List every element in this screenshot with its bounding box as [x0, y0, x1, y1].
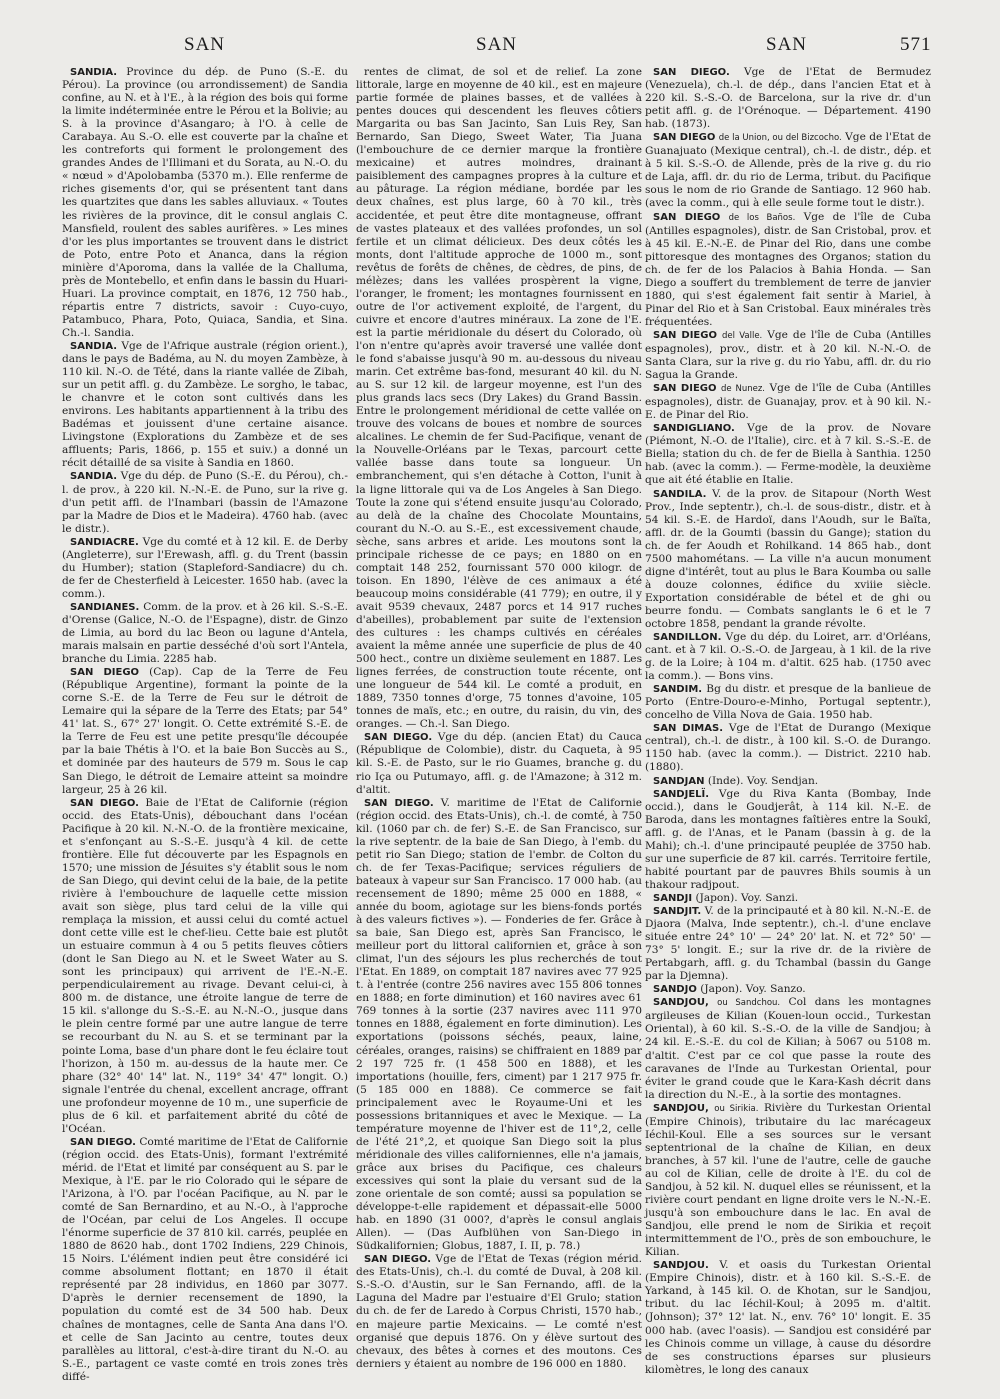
entry-headword: SAN DIEGO. — [70, 797, 139, 809]
dictionary-entry — [356, 1253, 642, 1370]
dictionary-entry — [62, 340, 348, 470]
dictionary-entry — [645, 211, 931, 329]
header-left: SAN — [184, 34, 226, 55]
dictionary-entry — [645, 905, 931, 983]
entry-text: (Cap). Cap de la Terre de Feu (République Argentine), formant la pointe de la corne S.-E. de la Terre de Feu sur le détroit de Lemaire qui la sépare de la Terre des Etats; par 54° 41' lat. S., 67° 27' longit. O. Cette extrémité S.-E. de la Terre de Feu est une petite presqu'île découpée par la baie Thétis à l'O. et la baie Bon Succès au S., et dominée par des hauteurs de 579 m. Sous le cap San Diego, le détroit de Lemaire atteint sa moindre largeur, 25 à 26 kil. — [62, 666, 349, 796]
dictionary-entry — [62, 797, 348, 1136]
dictionary-entry — [645, 631, 931, 683]
column-3 — [645, 66, 932, 1376]
entry-headword: SANDIA. — [70, 471, 118, 483]
entry-headword-qualifier: de la Union, ou del Bizcocho. — [718, 133, 842, 144]
entry-headword: SANDIA. — [70, 67, 118, 78]
entry-text: Comté maritime de l'Etat de Californie (région occid. des Etats-Unis), formant l'extrémité mérid. de l'Etat et limité par conséquent au S. par le Mexique, à l'E. par le rio Colorado qui le sépare de l'Arizona, à l'O. par l'océan Pacifique, au N. par le comté de San Bernardino, et au N.-O., à l'approche de l'Océan, par celui de Los Angeles. Il occupe l'énorme superficie de 37 810 kil. carrés, peuplée en 1880 de 8620 hab., dont 1702 Indiens, 229 Chinois, 15 Noirs. L'élément indien peut être considéré ici comme absolument flottant; en 1870 il était représenté par 28 individus, en 1860 par 3077. D'après le dernier recensement de 1890, la population du comté est de 34 500 hab. Deux chaînes de montagnes, celle de Santa Ana dans l'O. et celle de San Jacinto au centre, toutes deux parallèles au littoral, c'est-à-dire tirant du N.-O. au S.-E., partagent ce vaste comté en trois zones très diffé- — [62, 1135, 348, 1383]
entry-headword: SANDJELÏ. — [653, 788, 710, 800]
entry-headword-qualifier: del Valle. — [721, 330, 763, 341]
header-right: SAN — [766, 34, 808, 55]
page-number: 571 — [900, 34, 932, 55]
dictionary-entry — [356, 731, 642, 796]
dictionary-entry — [645, 131, 931, 210]
entry-text: Vge de l'île de Cuba (Antilles espagnoles), prov., distr. et à 20 kil. N.-N.-O. de Santa Clara, sur la rive g. du rio Yabu, affl. dr. du rio Sagua la Grande. — [645, 328, 932, 382]
entry-text: V. maritime de l'Etat de Californie (région occid. des Etats-Unis), ch.-l. de comté, à 750 kil. (1060 par ch. de fer) S.-E. de San Francisco, sur la rive septentr. de la baie de San Diego, à l'emb. du petit rio San Diego; station de l'embr. de Colton du ch. de fer Texas-Pacifique; services réguliers de bateaux à vapeur sur San Francisco. 17 000 hab. (au recensement de 1890; même 25 000 en 1888, « année du boom, agiotage sur les biens-fonds portés à des valeurs fictives »). — Fonderies de fer. Grâce à sa baie, San Diego est, après San Francisco, le meilleur port du littoral californien et, grâce à son climat, l'un des séjours les plus recherchés de tout l'Etat. En 1889, on comptait 187 navires avec 77 925 t. à l'entrée (contre 256 navires avec 155 806 tonnes en 1888; en forte diminution) et 160 navires avec 61 769 tonnes à la sortie (237 navires avec 111 970 tonnes en 1888, également en forte diminution). Les exportations (poissons séchés, peaux, laine, céréales, oranges, raisins) se chiffraient en 1889 par 2 197 725 fr. (1 458 500 en 1888), et les importations (houille, fers, ciment) par 1 217 975 fr. (5 185 000 en 1888). Ce commerce se fait principalement avec le Royaume-Uni et les possessions britanniques et avec le Mexique. — La température moyenne de l'hiver est de 11°,2, celle de l'été 21°,2, et quoique San Diego soit la plus méridionale des villes californiennes, elle n'a jamais, grâce aux brises du Pacifique, ces chaleurs excessives qui sont la plaie du versant sud de la zone orientale de son comté; aussi sa population se développe-t-elle rapidement et dépassait-elle 5000 hab. en 1890 (31 000?, d'après le consul anglais Allen). — (Das Aufblühen von San-Diego in Südkalifornien; Globus, 1887, I. II, p. 78.) — [356, 796, 642, 1253]
entry-headword: SANDJOU. — [653, 1260, 709, 1272]
entry-text: V. de la principauté et à 80 kil. N.-N.-E. de Djaora (Malva, Inde septentr.), ch.-l. d'une enclave située entre 24° 10' — 24° 20' lat. N. et 72° 50' — 73° 5' longit. E.; sur la rive dr. de la rivière de Pertabgarh, affl. g. du Tchambal (bassin du Gange par la Djemna). — [645, 905, 931, 983]
entry-text: Baie de l'Etat de Californie (région occid. des Etats-Unis), débouchant dans l'océan Pacifique à 20 kil. N.-N.-O. de la frontière mexicaine, et s'enfonçant au S.-S.-E. jusqu'à 4 kil. de cette frontière. Elle fut découverte par les Espagnols en 1570; une mission de Jésuites s'y établit sous le nom de San Diego, qui devint celui de la baie, de la petite rivière à l'embouchure de laquelle cette mission avait son siège, plus tard celui de la ville qui remplaça la mission, et aussi celui du comté actuel dont cette ville est le chef-lieu. Cette baie est plutôt un estuaire commun à 4 ou 5 petits fleuves côtiers (dont le San Diego au N. et le Sweet Water au S. sont les principaux) qui arrivent de l'E.-N.-E. perpendiculairement au rivage. Devant celui-ci, à 800 m. de distance, une étroite langue de terre de 15 kil. s'allonge du S.-S.-E. au N.-N.-O., jusque dans le plein centre formé par une autre langue de terre se recourbant du N. au S. et se terminant par la pointe Loma, base d'un phare dont le feu éclaire tout l'horizon, à 150 m. au-dessus de la haute mer. Ce phare (32° 40' 14" lat. N., 119° 34' 47" longit. O.) signale l'entrée du chenal, excellent ancrage, offrant une profondeur moyenne de 10 m., une superficie de plus de 6 kil. et parfaitement abrité du côté de l'Océan. — [62, 796, 348, 1135]
entry-headword: SANDIACRE. — [70, 536, 139, 548]
dictionary-entry — [645, 996, 931, 1101]
entry-text: rentes de climat, de sol et de relief. La zone littorale, large en moyenne de 40 kil., est en majeure partie formée de plaines basses, et de vallées à pentes douces qui descendent les fleuves côtiers Margarita ou bas San Jacinto, San Luis Rey, San Bernardo, San Diego, Sweet Water, Tia Juana (l'embouchure de ce dernier marque la frontière mexicaine) et autres moindres, drainant paisiblement des campagnes propres à la culture et au pâturage. La région médiane, bordée par les deux chaînes, est plus large, 60 à 70 kil., très accidentée, et peut être dite montagneuse, offrant de vastes plateaux et des vallées profondes, un sol fertile et un climat délicieux. Des deux côtés les monts, dont l'altitude approche de 1000 m., sont revêtus de forêts de chênes, de cèdres, de pins, de mélèzes; dans les vallées prospèrent la vigne, l'oranger, le froment; les montagnes fournissent en outre de l'or activement exploité, de l'argent, du cuivre et encore d'autres minéraux. La zone de l'E. est la partie méridionale du désert du Colorado, où l'on n'entre qu'après avoir traversé une vallée dont le fond s'abaisse jusqu'à 90 m. au-dessous du niveau marin. Cet extrême bas-fond, mesurant 40 kil. du N. au S. sur 12 kil. de largeur moyenne, est l'un des plus grands lacs secs (Dry Lakes) du Grand Bassin. Entre le prolongement méridional de cette vallée on trouve des volcans de boues et nombre de sources alcalines. Le chemin de fer Sud-Pacifique, venant de la Nouvelle-Orléans par le Texas, parcourt cette vallée basse dans toute sa longueur. Un embranchement, qui s'en détache à Cotton, l'unit à la ligne littorale qui va de Los Angeles à San Diego. Toute la zone qui s'étend ensuite jusqu'au Colorado, au delà de la chaîne des Chocolate Mountains, courant du N.-O. au S.-E., est excessivement chaude, sèche, sans arbres et aride. Les moutons sont la principale richesse de ce pays; en 1880 on en comptait 148 252, fournissant 570 000 kilogr. de toison. En 1890, l'élève de ces animaux a été beaucoup moins considérable (41 779); en outre, il y avait 9539 chevaux, 2487 porcs et 14 917 ruches d'abeilles), probablement par suite de l'extension des cultures : les champs cultivés en céréales avaient la même année une superficie de plus de 40 500 hect., contre un dixième seulement en 1887. Les lignes ferrées, de construction toute récente, ont une longueur de 544 kil. Le comté a produit, en 1889, 7350 tonnes d'orge, 75 tonnes d'avoine, 105 tonnes de maïs, etc.; en outre, du raisin, du vin, des oranges. — Ch.-l. San Diego. — [356, 66, 642, 731]
dictionary-entry — [356, 797, 642, 1254]
entry-text: Vge de la prov. de Novare (Piémont, N.-O. de l'Italie), circ. et à 7 kil. S.-S.-E. de Biella; station du ch. de fer de Biella à Santhia. 1250 hab. (avec la comm.). — Ferme-modèle, la deuxième que ait été établie en Italie. — [645, 422, 931, 487]
entry-headword: SANDIGLIANO. — [653, 423, 735, 435]
entry-headword: SANDJOU, — [653, 997, 709, 1009]
entry-headword: SAN DIEGO — [653, 383, 717, 395]
entry-text: Rivière du Turkestan Oriental (Empire Chinois), tributaire du lac marécageux Iéchil-Koul. Elle a ses sources sur le versant septentrional de la chaîne de Kilian, en deux branches, à 57 kil. l'une de l'autre, celle de gauche au col de Kilian, celle de droite à l'E. du col de Sandjou, à 52 kil. N. duquel elles se réunissent, et la rivière court pendant en ligne droite vers le N.-N.-E. jusqu'à son embouchure dans le lac. En aval de Sandjou, elle prend le nom de Sirikia et reçoit intermittemment de l'O., près de son embouchure, le Kilian. — [645, 1101, 931, 1259]
dictionary-entry — [62, 1136, 348, 1384]
dictionary-entry — [645, 983, 931, 996]
entry-headword: SAN DIEGO. — [364, 797, 434, 809]
entry-headword: SANDIANES. — [70, 601, 140, 613]
dictionary-entry — [645, 1102, 931, 1260]
entry-text: (Inde). Voy. Sendjan. — [707, 774, 819, 787]
entry-headword: SANDJO — [653, 984, 697, 996]
entry-text: Comm. de la prov. et à 26 kil. S.-S.-E. d'Orense (Galice, N.-O. de l'Espagne), distr. de Ginzo de Limia, au bord du lac Beon ou lagune d'Antela, marais malsain en partie desséché d'où sort l'Antela, branche du Limia. 2285 hab. — [62, 600, 349, 666]
entry-headword-qualifier: de los Baños. — [728, 212, 796, 223]
entry-headword: SANDIA. — [70, 340, 118, 352]
entry-headword: SAN DIEGO. — [70, 1136, 136, 1148]
entry-text: V. de la prov. de Sitapour (North West Prov., Inde septentr.), ch.-l. de sous-distr., distr. et à 54 kil. S.-E. de Hardoï, dans l'Aoudh, sur le Baïta, affl. dr. de la Goumti (bassin du Gange); station du ch. de fer Aoudh et Rohilkand. 14 865 hab., dont 7500 mahométans. — La ville n'a aucun monument digne d'intérêt, tout au plus le Bara Koumba ou salle à douze colonnes, édifice du xviiie siècle. Exportation considérable de bétel et de ghi ou beurre fondu. — Combats sanglants le 6 et le 7 octobre 1858, pendant la grande révolte. — [645, 487, 931, 630]
entry-headword: SAN DIMAS. — [653, 723, 723, 735]
entry-text: Vge de l'Etat de Texas (région mérid. des Etats-Unis), ch.-l. du comté de Duval, à 208 kil. S.-S.-O. d'Austin, sur le San Fernando, affl. de la Laguna del Madre par l'estuaire d'El Grulo; station du ch. de fer de Laredo à Corpus Christi, 1570 hab., en majeure partie Mexicains. — Le comté n'est organisé que depuis 1876. On y élève surtout des chevaux, des bêtes à cornes et des moutons. Ces derniers y étaient au nombre de 196 000 en 1880. — [356, 1253, 643, 1370]
entry-text: Vge de l'Etat de Durango (Mexique central), ch.-l. de distr., à 100 kil. S.-O. de Durango. 1150 hab. (avec la comm.). — District. 2210 hab. (1880). — [645, 722, 931, 774]
running-header — [0, 34, 1000, 64]
entry-headword: SANDJOU, — [653, 1102, 709, 1114]
dictionary-entry — [645, 382, 931, 422]
dictionary-entry — [62, 470, 348, 535]
dictionary-entry — [645, 329, 931, 382]
entry-headword: SANDILLON. — [653, 632, 722, 644]
dictionary-entry — [645, 422, 931, 487]
entry-text: Vge de l'Afrique australe (région orient.), dans le pays de Badéma, au N. du moyen Zambèze, à 110 kil. N.-O. de Tété, dans la riante vallée de Zibah, sur un petit affl. g. du Zambèze. Le sorgho, le tabac, le chanvre et le coton sont cultivés dans les environs. Les habitants appartiennent à la tribu des Badémas et jouissent d'une certaine aisance. Livingstone (Explorations du Zambèze et de ses affluents; Paris, 1866, p. 155 et suiv.) a donné un récit détaillé de sa visite à Sandia en 1860. — [62, 339, 349, 470]
dictionary-entry — [645, 66, 931, 131]
entry-text: Vge de l'Etat de Guanajuato (Mexique central), ch.-l. de distr., dép. et à 5 kil. S.-S.-O. de Allende, près de la rive g. du rio de Laja, affl. dr. du rio de Lerma, tribut. du Pacifique sous le nom de rio Grande de Santiago. 12 960 hab. (avec la comm., qui à elle seule forme tout le distr.). — [645, 131, 931, 210]
dictionary-entry — [645, 892, 931, 905]
dictionary-entry — [645, 788, 931, 892]
entry-headword: SAN DIEGO — [653, 132, 716, 144]
entry-headword: SANDJAN — [653, 775, 705, 787]
entry-headword-qualifier: de Nunez. — [721, 384, 766, 395]
entry-headword: SANDJI — [653, 892, 693, 904]
entry-text: Bg du distr. et presque de la banlieue de Porto (Entre-Douro-e-Minho, Portugal septentr.), concelho de Villa Nova de Gaia. 1950 hab. — [645, 683, 931, 722]
entry-headword: SANDIM. — [653, 684, 703, 696]
entry-headword: SAN DIEGO — [653, 329, 717, 341]
dictionary-entry — [645, 488, 931, 632]
entry-text: Vge de l'île de Cuba (Antilles espagnoles), distr. de Guanajay, prov. et à 90 kil. N.-E. de Pinar del Rio. — [645, 382, 931, 422]
entry-headword: SAN DIEGO. — [653, 67, 730, 78]
entry-text: V. et oasis du Turkestan Oriental (Empire Chinois), distr. et à 160 kil. S.-S.-E. de Yarkand, à 145 kil. O. de Khotan, sur le Sandjou, tribut. du lac Iéchil-Koul; à 2095 m. d'altit. (Johnson); 37° 12' lat. N., env. 76° 10' longit. E. 35 000 hab. (avec l'oasis). — Sandjou est considéré par les Chinois comme un village, à cause du désordre de ses constructions éparses sur plusieurs kilomètres, le long des canaux — [645, 1259, 931, 1376]
entry-text: Vge de l'île de Cuba (Antilles espagnoles), distr. de San Cristobal, prov. et à 45 kil. E.-N.-E. de Pinar del Rio, dans une combe pittoresque des montagnes des Organos; station du ch. de fer de los Palacios à Bahia Honda. — San Diego a souffert du tremblement de terre de janvier 1880, qui s'est également fait sentir à Mariel, à Pinar del Rio et à San Cristobal. Eaux minérales très fréquentées. — [645, 210, 931, 328]
entry-text: Province du dép. de Puno (S.-E. du Pérou). La province (ou arrondissement) de Sandia confine, au N. et à l'E., à la région des bois qui forme la limite indéterminée entre le Pérou et la Bolivie; au S. à la province d'Asangaro; à l'O. à celle de Carabaya. Au S.-O. elle est couverte par la chaîne et les contreforts qui forment le prolongement des grandes Andes de l'Illimani et du Sorata, au N.-O. du « nœud » d'Apolobamba (5370 m.). Elle renferme de riches gisements d'or, qui se présentent tant dans les quartzites que dans les sables alluviaux. « Toutes les rivières de la province, dit le consul anglais C. Mansfield, roulent des sables aurifères. » Les mines d'or les plus importantes se trouvent dans le district de Poto, entre Poto et Ananca, dans la région minière d'Aporoma, dans la vallée de la Challuma, près de Montebello, et enfin dans le bassin du Huari-Huari. La province comptait, en 1876, 12 750 hab., répartis entre 7 districts, savoir : Cuyo-cuyo, Patambuco, Phara, Poto, Quiaca, Sandia, et Sina. Ch.-l. Sandia. — [62, 66, 348, 339]
header-center: SAN — [476, 34, 518, 55]
entry-text: Col dans les montagnes argileuses de Kilian (Kouen-loun occid., Turkestan Oriental), à 60 kil. S.-S.-O. de la ville de Sandjou; à 24 kil. E.-S.-E. du col de Kilian; à 5067 ou 5108 m. d'altit. C'est par ce col que passe la route des caravanes de l'Inde au Turkestan Oriental, pour éviter le grand coude que le Kara-Kash décrit dans la direction du N.-E., à la sortie des montagnes. — [645, 996, 931, 1101]
entry-text: Vge du dép. (ancien Etat) du Cauca (République de Colombie), distr. du Caqueta, à 95 kil. S.-E. de Pasto, sur le rio Guames, branche g. du rio Iça ou Putumayo, affl. g. de l'Amazone; à 312 m. d'altit. — [356, 731, 642, 796]
entry-text: Vge du Riva Kanta (Bombay, Inde occid.), dans le Goudjerât, à 114 kil. N.-E. de Baroda, dans les montagnes faîtières entre la Soukî, affl. g. de l'Anas, et le Panam (bassin à g. de la Mahi); ch.-l. d'une principauté peuplée de 3750 hab. sur une superficie de 87 kil. carrés. Territoire fertile, habité pourtant par de pauvres Bhils soumis à un thakour radjpout. — [645, 787, 931, 891]
dictionary-entry — [645, 1259, 931, 1376]
entry-headword-qualifier: ou Sandchou. — [717, 998, 781, 1009]
dictionary-entry — [62, 601, 348, 666]
dictionary-entry — [62, 666, 348, 796]
entry-text: Vge de l'Etat de Bermudez (Venezuela), ch.-l. de dép., dans l'ancien Etat et à 220 kil. S.-S.-O. de Barcelona, sur la rive dr. d'un petit affl. g. de l'Orénoque. — Département. 4190 hab. (1873). — [645, 66, 932, 131]
dictionary-entry — [645, 683, 931, 722]
entry-text: Vge du dép. du Loiret, arr. d'Orléans, cant. et à 7 kil. O.-S.-O. de Jargeau, à 1 kil. de la rive g. de la Loire; à 104 m. d'altit. 625 hab. (1750 avec la comm.). — Bons vins. — [645, 631, 931, 683]
entry-text: (Japon). Voy. Sanzi. — [695, 891, 799, 904]
entry-headword: SAN DIEGO — [653, 211, 721, 223]
column-2 — [356, 66, 643, 1370]
dictionary-entry — [62, 536, 348, 601]
entry-headword: SAN DIEGO. — [364, 732, 433, 744]
entry-headword-qualifier: ou Sirikia. — [714, 1103, 759, 1114]
dictionary-entry — [356, 66, 642, 731]
dictionary-entry — [62, 66, 348, 340]
entry-headword: SANDJIT. — [653, 906, 702, 917]
dictionary-entry — [645, 722, 931, 774]
entry-text: Vge du comté et à 12 kil. E. de Derby (Angleterre), sur l'Erewash, affl. g. du Trent (bassin du Humber); station (Stapleford-Sandiacre) du ch. de fer de Chesterfield à Leicester. 1650 hab. (avec la comm.). — [62, 535, 348, 600]
entry-headword: SAN DIEGO — [70, 667, 140, 679]
entry-text: Vge du dép. de Puno (S.-E. du Pérou), ch.-l. de prov., à 220 kil. N.-N.-E. de Puno, sur la rive g. d'un petit affl. de l'Inambari (bassin de l'Amazone par la Madre de Dios et le Madeira). 4760 hab. (avec le distr.). — [62, 470, 348, 535]
column-1 — [62, 66, 349, 1383]
entry-text: (Japon). Voy. Sanzo. — [700, 983, 806, 996]
entry-headword: SAN DIEGO. — [364, 1254, 432, 1266]
entry-headword: SANDILA. — [653, 488, 707, 500]
dictionary-entry — [645, 775, 931, 788]
